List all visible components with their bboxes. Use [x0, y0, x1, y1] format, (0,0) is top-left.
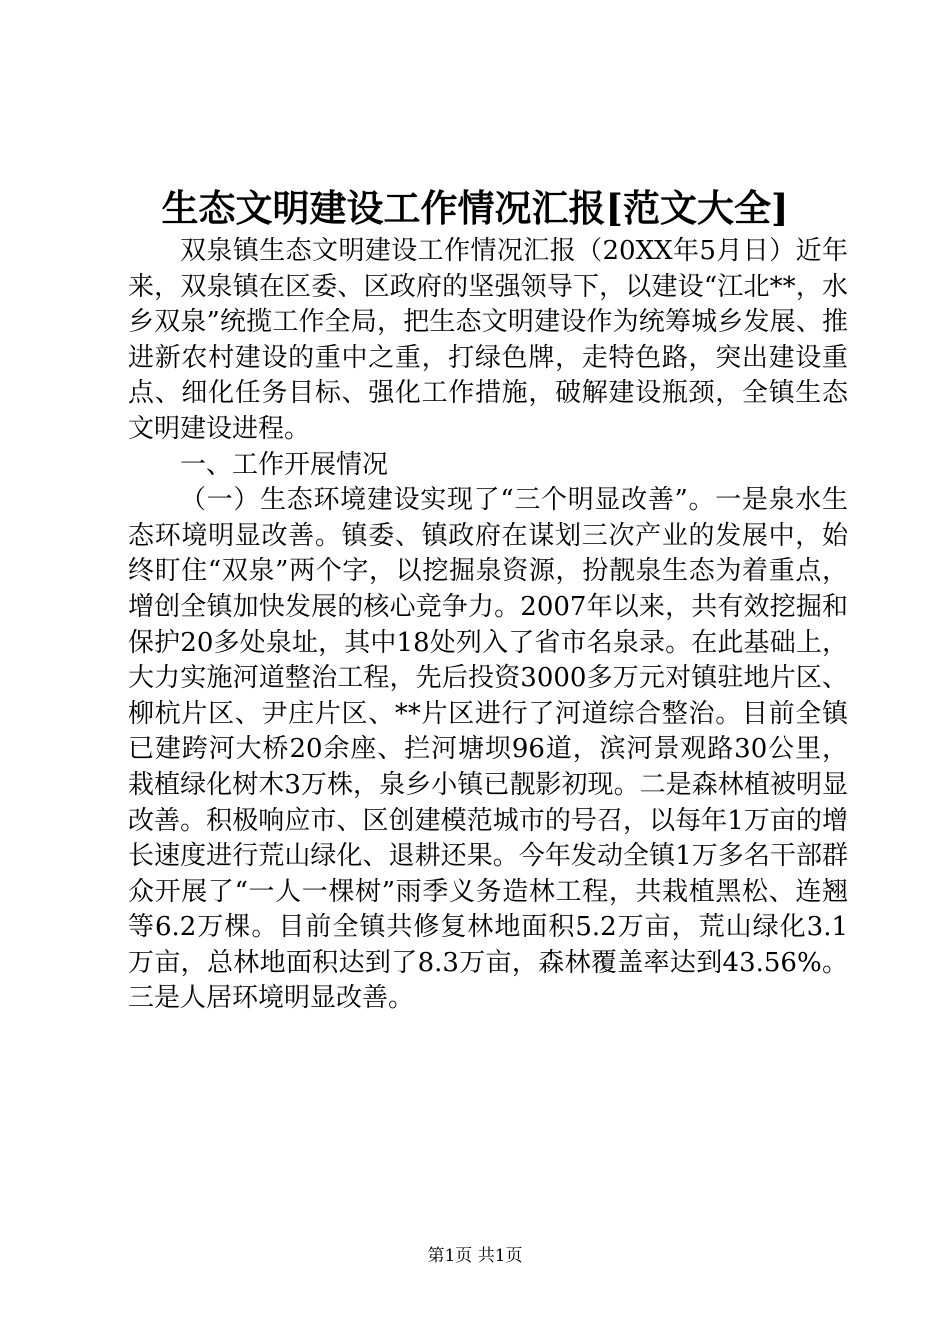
paragraph-ecology: （一）生态环境建设实现了“三个明显改善”。一是泉水生态环境明显改善。镇委、镇政府在谋划三次产业的发展中，始终盯住“双泉”两个字，以挖掘泉资源，扮靓泉生态为着重点，增创全镇加快发展的核心竞争力。2007年以来，共有效挖掘和保护20多处泉址，其中18处列入了省市名泉录。在此基础上，大力实施河道整治工程，先后投资3000多万元对镇驻地片区、柳杭片区、尹庄片区、**片区进行了河道综合整治。目前全镇已建跨河大桥20余座、拦河塘坝96道，滨河景观路30公里，栽植绿化树木3万株，泉乡小镇已靓影初现。二是森林植被明显改善。积极响应市、区创建模范城市的号召，以每年1万亩的增长速度进行荒山绿化、退耕还果。今年发动全镇1万多名干部群众开展了“一人一棵树”雨季义务造林工程，共栽植黑松、连翘等6.2万棵。目前全镇共修复林地面积5.2万亩，荒山绿化3.1万亩，总林地面积达到了8.3万亩，森林覆盖率达到43.56%。三是人居环境明显改善。 — [128, 485, 848, 1014]
document-body — [128, 234, 848, 1017]
section-heading: 一、工作开展情况 — [180, 449, 389, 480]
page-footer: 第1页 共1页 — [427, 1246, 523, 1266]
paragraph-intro: 双泉镇生态文明建设工作情况汇报（20XX年5月日）近年来，双泉镇在区委、区政府的坚强领导下，以建设“江北**，水乡双泉”统揽工作全局，把生态文明建设作为统筹城乡发展、推进新农村建设的重中之重，打绿色牌，走特色路，突出建设重点、细化任务目标、强化工作措施，破解建设瓶颈，全镇生态文明建设进程。 — [128, 236, 848, 444]
document-title: 生态文明建设工作情况汇报[范文大全] — [161, 186, 789, 230]
